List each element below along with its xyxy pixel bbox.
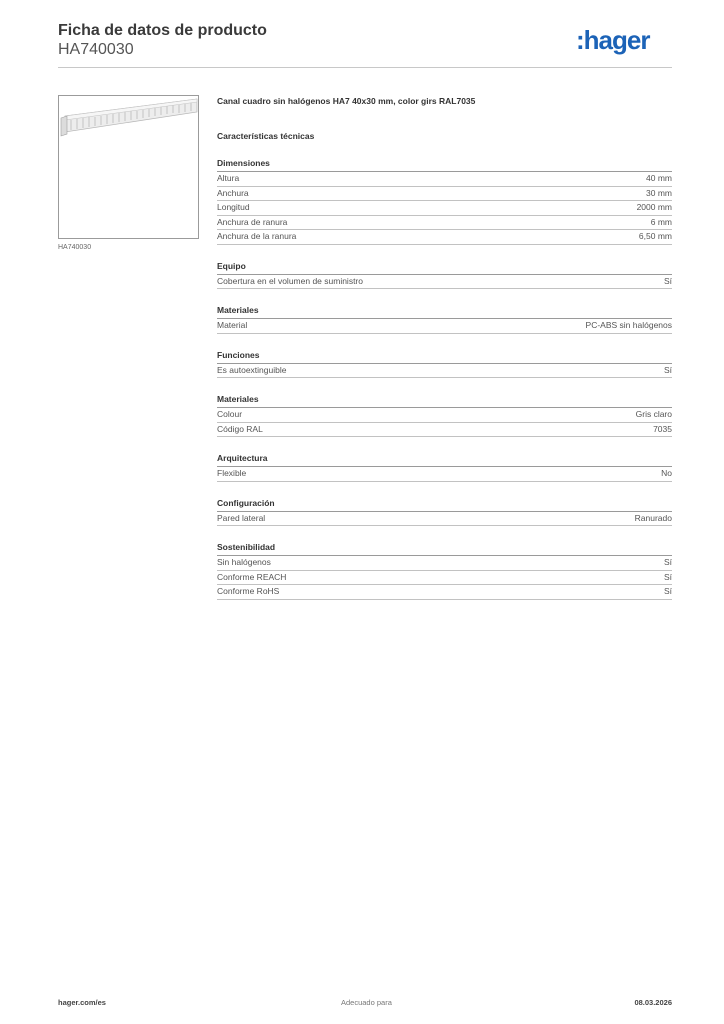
section-sostenibilidad <box>217 541 672 600</box>
product-image <box>58 95 199 239</box>
cable-duct-illustration <box>59 96 198 238</box>
section-materiales <box>217 304 672 334</box>
spec-value: Sí <box>663 586 672 596</box>
spec-row <box>217 556 672 571</box>
spec-label: Cobertura en el volumen de suministro <box>217 275 363 286</box>
section-title: Materiales <box>217 393 672 408</box>
spec-value: Sí <box>663 557 672 567</box>
spec-row <box>217 512 672 527</box>
product-description: Canal cuadro sin halógenos HA7 40x30 mm, color girs RAL7035 <box>217 96 476 106</box>
section-arquitectura <box>217 452 672 482</box>
footer-date: 08.03.2026 <box>634 998 672 1007</box>
hager-logo <box>576 27 672 57</box>
spec-label: Material <box>217 320 248 330</box>
spec-row <box>217 585 672 600</box>
section-title: Arquitectura <box>217 452 672 467</box>
spec-label: Flexible <box>217 468 247 478</box>
spec-label: Anchura <box>217 187 249 198</box>
spec-title: Características técnicas <box>217 131 315 141</box>
spec-label: Sin halógenos <box>217 557 271 567</box>
spec-value: Sí <box>663 571 672 582</box>
section-title: Dimensiones <box>217 157 672 172</box>
image-caption: HA740030 <box>58 244 92 251</box>
spec-value: 2000 mm <box>636 202 672 212</box>
spec-row <box>217 571 672 586</box>
spec-value: 7035 <box>653 423 672 434</box>
spec-row <box>217 201 672 216</box>
spec-label: Conforme RoHS <box>217 586 280 596</box>
spec-value: 30 mm <box>646 187 672 198</box>
header-divider <box>58 67 672 68</box>
spec-row <box>217 187 672 202</box>
footer-website[interactable]: hager.com/es <box>58 998 106 1007</box>
section-title: Sostenibilidad <box>217 541 672 556</box>
specifications <box>217 95 672 600</box>
spec-label: Altura <box>217 173 240 183</box>
footer-note: Adecuado para <box>341 998 392 1007</box>
spec-value: Sí <box>663 275 672 286</box>
spec-row <box>217 408 672 423</box>
spec-value: 6,50 mm <box>638 231 672 241</box>
section-title: Materiales <box>217 304 672 319</box>
spec-label: Conforme REACH <box>217 571 287 582</box>
spec-value: PC-ABS sin halógenos <box>585 320 672 330</box>
spec-value: No <box>661 468 672 478</box>
product-code: HA740030 <box>58 41 134 58</box>
spec-row <box>217 319 672 334</box>
section-funciones <box>217 349 672 379</box>
spec-row <box>217 275 672 290</box>
spec-row <box>217 230 672 245</box>
spec-label: Anchura de ranura <box>217 216 288 227</box>
spec-value: Ranurado <box>634 512 672 523</box>
spec-label: Código RAL <box>217 423 263 434</box>
section-dimensiones <box>217 157 672 245</box>
spec-label: Pared lateral <box>217 512 266 523</box>
spec-row <box>217 423 672 438</box>
section-title: Funciones <box>217 349 672 364</box>
spec-value: Sí <box>663 364 672 375</box>
document-header <box>58 21 267 59</box>
section-equipo <box>217 260 672 290</box>
spec-label: Longitud <box>217 202 250 212</box>
spec-row <box>217 364 672 379</box>
spec-row <box>217 216 672 231</box>
spec-label: Anchura de la ranura <box>217 231 297 241</box>
section-configuracion <box>217 497 672 527</box>
spec-row <box>217 467 672 482</box>
spec-value: Gris claro <box>635 409 672 419</box>
spec-row <box>217 172 672 187</box>
section-materiales-color <box>217 393 672 437</box>
spec-label: Es autoextinguible <box>217 364 287 375</box>
spec-value: 40 mm <box>646 173 672 183</box>
section-title: Equipo <box>217 260 672 275</box>
document-title: Ficha de datos de producto <box>58 22 267 39</box>
hager-logo-text: :hager <box>576 27 650 55</box>
spec-value: 6 mm <box>650 216 672 227</box>
spec-label: Colour <box>217 409 243 419</box>
section-title: Configuración <box>217 497 672 512</box>
